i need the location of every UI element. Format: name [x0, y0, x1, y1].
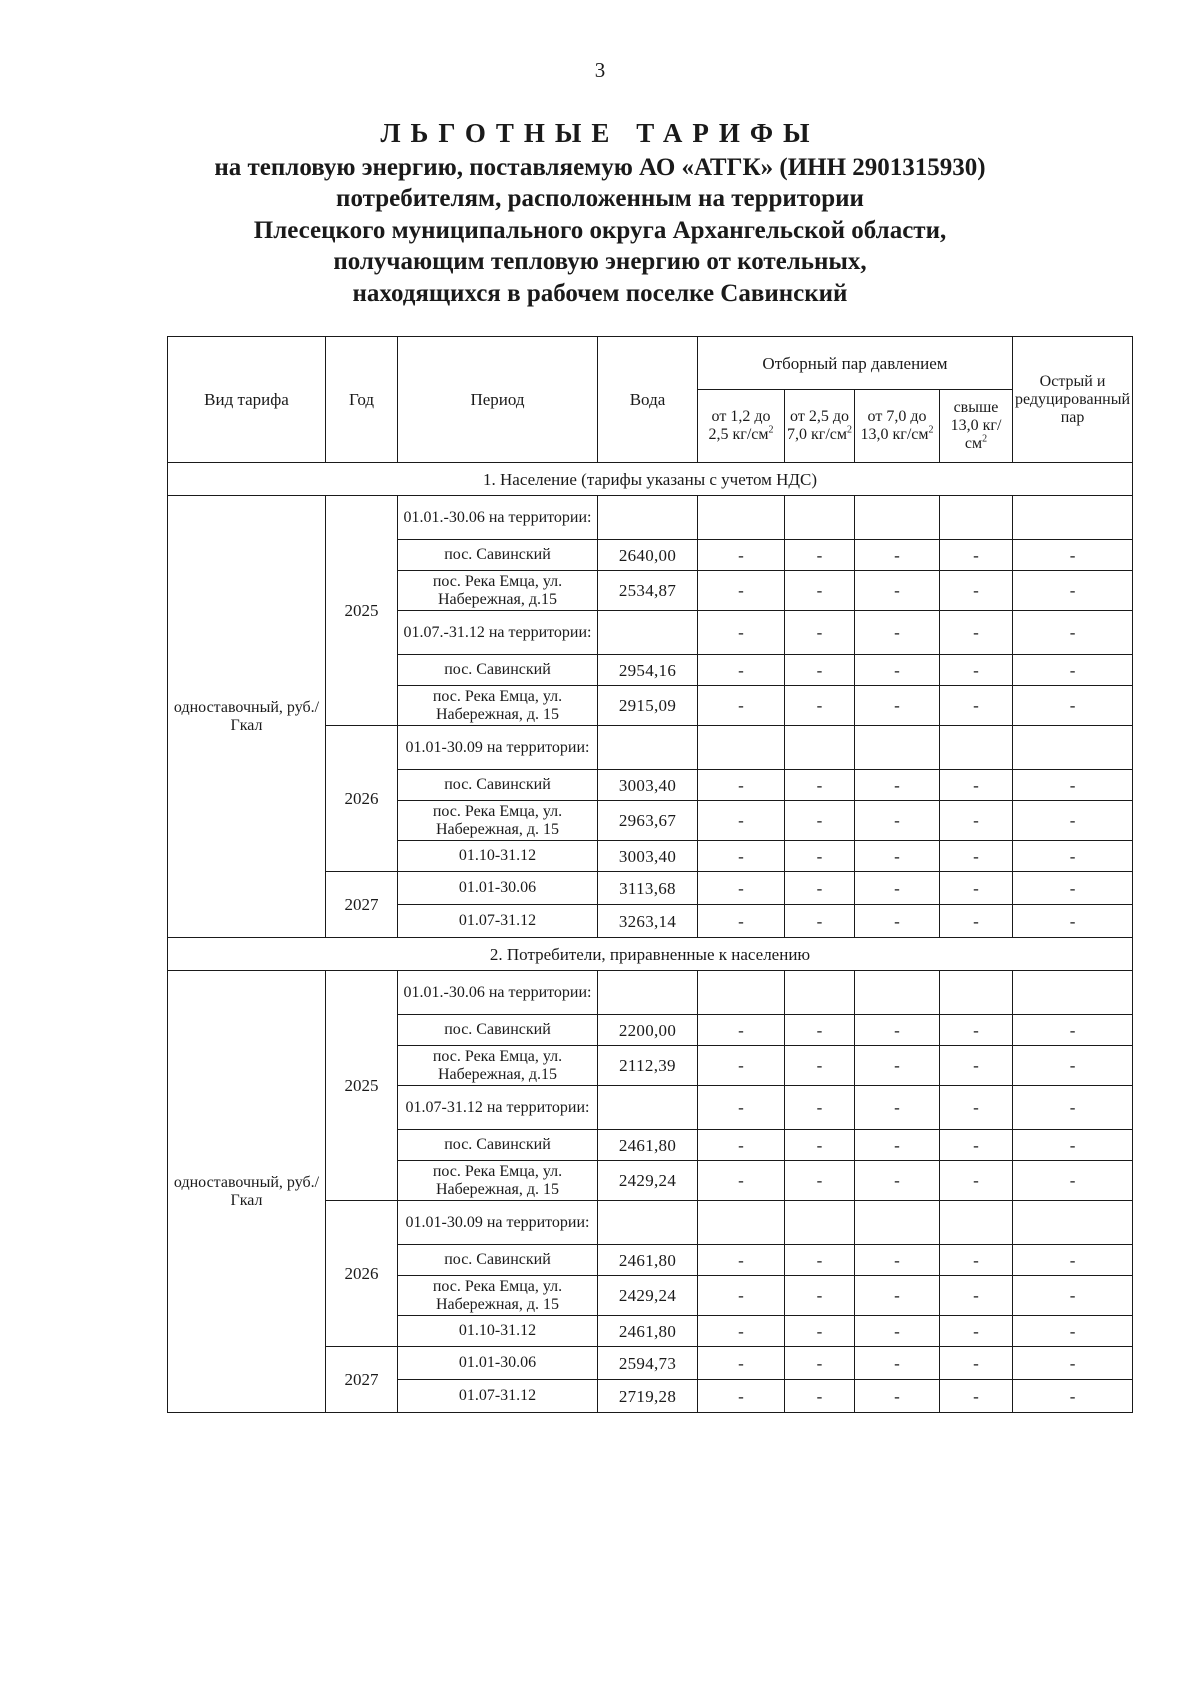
steam-value: -: [940, 1086, 1013, 1130]
period-cell: 01.01-30.09 на территории:: [398, 1201, 598, 1245]
steam-value: -: [855, 1380, 940, 1413]
steam-value: -: [1013, 1347, 1133, 1380]
water-value: 2594,73: [598, 1347, 698, 1380]
year-cell: 2025: [326, 496, 398, 726]
steam-value: [1013, 496, 1133, 540]
steam-value: -: [855, 872, 940, 905]
steam-value: -: [1013, 1086, 1133, 1130]
steam-value: -: [1013, 1161, 1133, 1201]
subtitle-line: потребителям, расположенным на территории: [336, 185, 864, 213]
period-cell: 01.07.-31.12 на территории:: [398, 611, 598, 655]
steam-value: [785, 726, 855, 770]
steam-value: -: [940, 1245, 1013, 1276]
steam-value: -: [785, 1046, 855, 1086]
period-cell: пос. Река Емца, ул. Набережная, д. 15: [398, 686, 598, 726]
steam-value: [855, 496, 940, 540]
header-tariff-type: Вид тарифа: [168, 337, 326, 463]
steam-value: -: [698, 1015, 785, 1046]
water-value: 3003,40: [598, 841, 698, 872]
water-value: 2461,80: [598, 1316, 698, 1347]
steam-value: -: [698, 571, 785, 611]
period-cell: 01.10-31.12: [398, 1316, 598, 1347]
steam-value: -: [698, 611, 785, 655]
period-cell: пос. Река Емца, ул. Набережная, д. 15: [398, 1276, 598, 1316]
steam-value: -: [1013, 1130, 1133, 1161]
steam-value: -: [940, 1380, 1013, 1413]
header-steam-4: [940, 390, 1013, 463]
steam-value: -: [785, 686, 855, 726]
steam-value: [698, 496, 785, 540]
period-cell: 01.01-30.06: [398, 1347, 598, 1380]
steam-value: -: [855, 571, 940, 611]
period-cell: пос. Река Емца, ул. Набережная, д. 15: [398, 1161, 598, 1201]
steam-value: -: [785, 1245, 855, 1276]
steam-value: -: [855, 1161, 940, 1201]
steam-value: -: [785, 1161, 855, 1201]
period-cell: 01.07-31.12 на территории:: [398, 1086, 598, 1130]
steam-value: -: [1013, 1380, 1133, 1413]
water-value: 2915,09: [598, 686, 698, 726]
steam-value: -: [698, 1046, 785, 1086]
steam-value: -: [940, 655, 1013, 686]
steam-value: -: [940, 571, 1013, 611]
header-steam-4-sup: 2: [982, 433, 988, 445]
steam-value: -: [785, 655, 855, 686]
water-value: 2954,16: [598, 655, 698, 686]
table-row: [168, 496, 1133, 540]
steam-value: -: [855, 686, 940, 726]
year-cell: 2025: [326, 971, 398, 1201]
steam-value: -: [1013, 686, 1133, 726]
steam-value: -: [1013, 1316, 1133, 1347]
steam-value: -: [698, 1316, 785, 1347]
steam-value: -: [855, 540, 940, 571]
steam-value: -: [1013, 1015, 1133, 1046]
steam-value: -: [1013, 905, 1133, 938]
period-cell: 01.07-31.12: [398, 905, 598, 938]
water-value: 2461,80: [598, 1245, 698, 1276]
steam-value: -: [698, 1086, 785, 1130]
header-steam-1-text: от 1,2 до 2,5 кг/см: [708, 408, 771, 443]
steam-value: -: [1013, 801, 1133, 841]
water-value: 2534,87: [598, 571, 698, 611]
steam-value: -: [855, 1130, 940, 1161]
steam-value: -: [940, 801, 1013, 841]
year-cell: 2027: [326, 1347, 398, 1413]
steam-value: -: [785, 611, 855, 655]
steam-value: -: [785, 1347, 855, 1380]
steam-value: -: [855, 801, 940, 841]
steam-value: -: [940, 686, 1013, 726]
header-steam-1: [698, 390, 785, 463]
steam-value: [698, 726, 785, 770]
steam-value: -: [1013, 655, 1133, 686]
steam-value: -: [785, 1015, 855, 1046]
steam-value: -: [855, 905, 940, 938]
water-value: 2461,80: [598, 1130, 698, 1161]
section-title: 1. Население (тарифы указаны с учетом НДС): [168, 463, 1133, 496]
water-value: [598, 611, 698, 655]
water-value: 2429,24: [598, 1276, 698, 1316]
steam-value: -: [785, 1316, 855, 1347]
year-cell: 2027: [326, 872, 398, 938]
period-cell: 01.01-30.09 на территории:: [398, 726, 598, 770]
steam-value: -: [855, 1046, 940, 1086]
steam-value: -: [940, 1161, 1013, 1201]
steam-value: -: [855, 1245, 940, 1276]
water-value: 2640,00: [598, 540, 698, 571]
header-steam-1-sup: 2: [768, 424, 774, 436]
steam-value: [1013, 1201, 1133, 1245]
tariff-type-cell: одноставочный, руб./Гкал: [168, 971, 326, 1413]
steam-value: -: [698, 1276, 785, 1316]
water-value: 2429,24: [598, 1161, 698, 1201]
steam-value: -: [698, 1161, 785, 1201]
steam-value: -: [785, 841, 855, 872]
steam-value: -: [940, 1316, 1013, 1347]
steam-value: -: [1013, 611, 1133, 655]
steam-value: -: [698, 655, 785, 686]
period-cell: пос. Савинский: [398, 1130, 598, 1161]
tariff-table: [167, 336, 1133, 1413]
tariff-body: [168, 463, 1133, 1413]
steam-value: -: [855, 1015, 940, 1046]
steam-value: -: [698, 1130, 785, 1161]
page-number: 3: [594, 58, 606, 82]
header-steam-3-sup: 2: [928, 424, 934, 436]
steam-value: [940, 496, 1013, 540]
header-steam-3: [855, 390, 940, 463]
steam-value: [1013, 971, 1133, 1015]
steam-value: -: [698, 1347, 785, 1380]
water-value: 2200,00: [598, 1015, 698, 1046]
steam-value: [785, 1201, 855, 1245]
subtitle-line: находящихся в рабочем поселке Савинский: [352, 279, 848, 307]
period-cell: пос. Савинский: [398, 770, 598, 801]
steam-value: [855, 971, 940, 1015]
period-cell: 01.10-31.12: [398, 841, 598, 872]
period-cell: пос. Река Емца, ул. Набережная, д.15: [398, 1046, 598, 1086]
steam-value: [1013, 726, 1133, 770]
header-sharp-steam: Острый и редуцированный пар: [1013, 337, 1133, 463]
header-steam-4-text: свыше 13,0 кг/см: [950, 399, 1002, 452]
steam-value: -: [1013, 770, 1133, 801]
header-water: Вода: [598, 337, 698, 463]
steam-value: -: [785, 1276, 855, 1316]
steam-value: -: [855, 655, 940, 686]
steam-value: [940, 971, 1013, 1015]
steam-value: -: [785, 571, 855, 611]
steam-value: -: [1013, 540, 1133, 571]
year-cell: 2026: [326, 726, 398, 872]
water-value: 3003,40: [598, 770, 698, 801]
header-period: Период: [398, 337, 598, 463]
steam-value: [698, 971, 785, 1015]
steam-value: -: [785, 1380, 855, 1413]
steam-value: -: [698, 1380, 785, 1413]
steam-value: [940, 726, 1013, 770]
steam-value: -: [1013, 872, 1133, 905]
steam-value: -: [855, 611, 940, 655]
steam-value: -: [940, 1046, 1013, 1086]
steam-value: [785, 971, 855, 1015]
header-steam-2-sup: 2: [847, 424, 853, 436]
steam-value: -: [1013, 1276, 1133, 1316]
steam-value: -: [940, 770, 1013, 801]
steam-value: -: [785, 872, 855, 905]
steam-value: -: [698, 905, 785, 938]
steam-value: -: [855, 1316, 940, 1347]
steam-value: -: [785, 540, 855, 571]
water-value: 2719,28: [598, 1380, 698, 1413]
steam-value: -: [940, 1347, 1013, 1380]
steam-value: -: [698, 686, 785, 726]
water-value: 3263,14: [598, 905, 698, 938]
steam-value: -: [698, 540, 785, 571]
period-cell: 01.01-30.06: [398, 872, 598, 905]
steam-value: -: [940, 841, 1013, 872]
steam-value: -: [785, 801, 855, 841]
steam-value: -: [785, 1130, 855, 1161]
steam-value: -: [1013, 571, 1133, 611]
water-value: 2963,67: [598, 801, 698, 841]
steam-value: -: [698, 801, 785, 841]
header-steam-group: Отборный пар давлением: [698, 337, 1013, 390]
steam-value: [855, 726, 940, 770]
steam-value: -: [940, 540, 1013, 571]
steam-value: -: [855, 770, 940, 801]
steam-value: -: [698, 841, 785, 872]
water-value: [598, 1201, 698, 1245]
steam-value: -: [855, 841, 940, 872]
period-cell: пос. Река Емца, ул. Набережная, д.15: [398, 571, 598, 611]
steam-value: [785, 496, 855, 540]
section-title: 2. Потребители, приравненные к населению: [168, 938, 1133, 971]
period-cell: пос. Савинский: [398, 1015, 598, 1046]
steam-value: [940, 1201, 1013, 1245]
steam-value: -: [855, 1276, 940, 1316]
subtitle-line: Плесецкого муниципального округа Архангельской области,: [253, 216, 947, 244]
document-subtitle: [100, 152, 1100, 309]
steam-value: -: [855, 1086, 940, 1130]
steam-value: -: [855, 1347, 940, 1380]
water-value: 2112,39: [598, 1046, 698, 1086]
period-cell: пос. Савинский: [398, 540, 598, 571]
period-cell: пос. Савинский: [398, 1245, 598, 1276]
steam-value: -: [940, 872, 1013, 905]
steam-value: -: [940, 611, 1013, 655]
header-steam-3-text: от 7,0 до 13,0 кг/см: [860, 408, 929, 443]
water-value: [598, 496, 698, 540]
document-title: ЛЬГОТНЫЕ ТАРИФЫ: [380, 118, 820, 148]
section-header-row: [168, 938, 1133, 971]
year-cell: 2026: [326, 1201, 398, 1347]
steam-value: -: [785, 1086, 855, 1130]
steam-value: -: [698, 1245, 785, 1276]
steam-value: -: [785, 770, 855, 801]
steam-value: -: [785, 905, 855, 938]
steam-value: -: [940, 1130, 1013, 1161]
water-value: [598, 726, 698, 770]
table-row: [168, 971, 1133, 1015]
section-header-row: [168, 463, 1133, 496]
steam-value: [855, 1201, 940, 1245]
water-value: 3113,68: [598, 872, 698, 905]
steam-value: -: [1013, 1046, 1133, 1086]
steam-value: -: [940, 905, 1013, 938]
header-steam-2-text: от 2,5 до 7,0 кг/см: [787, 408, 849, 443]
water-value: [598, 971, 698, 1015]
period-cell: 01.01.-30.06 на территории:: [398, 496, 598, 540]
steam-value: -: [698, 872, 785, 905]
period-cell: 01.01.-30.06 на территории:: [398, 971, 598, 1015]
period-cell: пос. Река Емца, ул. Набережная, д. 15: [398, 801, 598, 841]
subtitle-line: на тепловую энергию, поставляемую АО «АТГК» (ИНН 2901315930): [214, 154, 986, 181]
tariff-type-cell: одноставочный, руб./Гкал: [168, 496, 326, 938]
period-cell: 01.07-31.12: [398, 1380, 598, 1413]
header-year: Год: [326, 337, 398, 463]
header-steam-2: [785, 390, 855, 463]
period-cell: пос. Савинский: [398, 655, 598, 686]
steam-value: -: [1013, 841, 1133, 872]
steam-value: -: [940, 1276, 1013, 1316]
steam-value: [698, 1201, 785, 1245]
water-value: [598, 1086, 698, 1130]
steam-value: -: [698, 770, 785, 801]
subtitle-line: получающим тепловую энергию от котельных,: [333, 248, 867, 276]
steam-value: -: [1013, 1245, 1133, 1276]
steam-value: -: [940, 1015, 1013, 1046]
